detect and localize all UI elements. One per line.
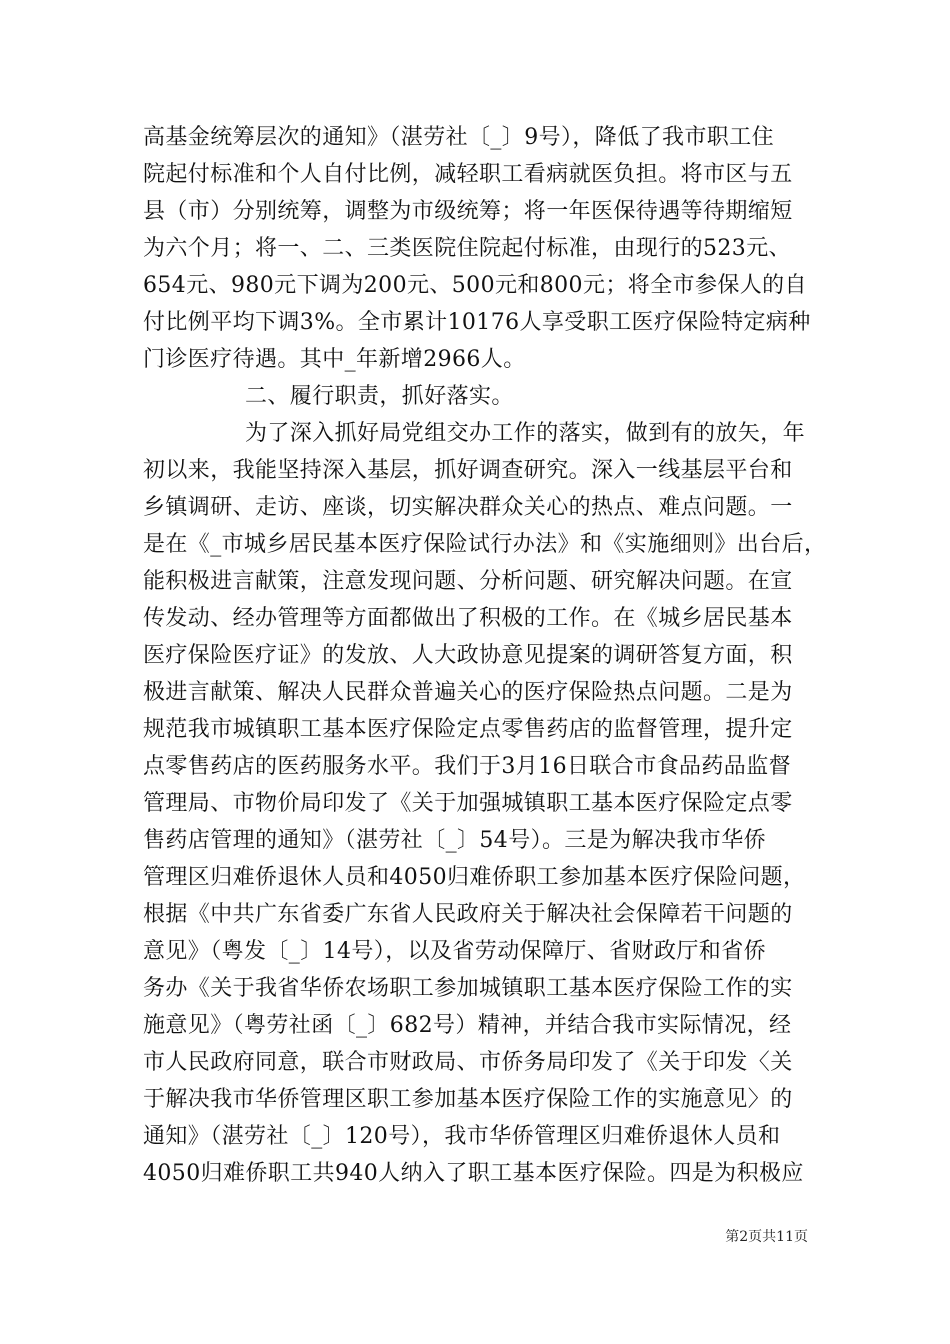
text-line: 售药店管理的通知》（湛劳社〔_〕54号）。三是为解决我市华侨 [143,828,766,853]
text-line: 传发动、经办管理等方面都做出了积极的工作。在《城乡居民基本 [143,606,793,631]
text-line: 规范我市城镇职工基本医疗保险定点零售药店的监督管理，提升定 [143,717,793,742]
text-line: 管理局、市物价局印发了《关于加强城镇职工基本医疗保险定点零 [143,791,793,816]
text-line: 意见》（粤发〔_〕14号），以及省劳动保障厅、省财政厅和省侨 [143,939,766,964]
text-line: 乡镇调研、走访、座谈，切实解决群众关心的热点、难点问题。一 [143,495,793,520]
text-line: 654元、980元下调为200元、500元和800元；将全市参保人的自 [143,273,807,298]
text-line: 县（市）分别统筹，调整为市级统筹；将一年医保待遇等待期缩短 [143,199,793,224]
text-line: 管理区归难侨退休人员和4050归难侨职工参加基本医疗保险问题， [143,865,806,890]
text-line: 能积极进言献策，注意发现问题、分析问题、研究解决问题。在宣 [143,569,793,594]
text-line: 施意见》（粤劳社函〔_〕682号）精神，并结合我市实际情况，经 [143,1013,792,1038]
text-line: 务办《关于我省华侨农场职工参加城镇职工基本医疗保险工作的实 [143,976,793,1001]
text-line: 为六个月；将一、二、三类医院住院起付标准，由现行的523元、 [143,236,791,261]
text-line: 付比例平均下调3%。全市累计10176人享受职工医疗保险特定病种 [143,310,811,335]
text-line: 极进言献策、解决人民群众普遍关心的医疗保险热点问题。二是为 [143,680,793,705]
text-line: 高基金统筹层次的通知》（湛劳社〔_〕9号），降低了我市职工住 [143,125,774,150]
paragraph-first-line: 为了深入抓好局党组交办工作的落实，做到有的放矢，年 [245,421,806,446]
section-heading: 二、履行职责，抓好落实。 [245,384,514,409]
text-line: 4050归难侨职工共940人纳入了职工基本医疗保险。四是为积极应 [143,1161,804,1186]
text-line: 于解决我市华侨管理区职工参加基本医疗保险工作的实施意见〉的 [143,1087,793,1112]
text-line: 根据《中共广东省委广东省人民政府关于解决社会保障若干问题的 [143,902,793,927]
page-number-footer: 第2页共11页 [725,1229,808,1245]
text-line: 初以来，我能坚持深入基层，抓好调查研究。深入一线基层平台和 [143,458,793,483]
text-line: 点零售药店的医药服务水平。我们于3月16日联合市食品药品监督 [143,754,791,779]
text-line: 门诊医疗待遇。其中_年新增2966人。 [143,347,526,372]
text-line: 医疗保险医疗证》的发放、人大政协意见提案的调研答复方面，积 [143,643,793,668]
text-line: 通知》（湛劳社〔_〕120号），我市华侨管理区归难侨退休人员和 [143,1124,781,1149]
text-line: 是在《_市城乡居民基本医疗保险试行办法》和《实施细则》出台后， [143,532,827,557]
text-line: 院起付标准和个人自付比例，减轻职工看病就医负担。将市区与五 [143,162,793,187]
text-line: 市人民政府同意，联合市财政局、市侨务局印发了《关于印发〈关 [143,1050,793,1075]
